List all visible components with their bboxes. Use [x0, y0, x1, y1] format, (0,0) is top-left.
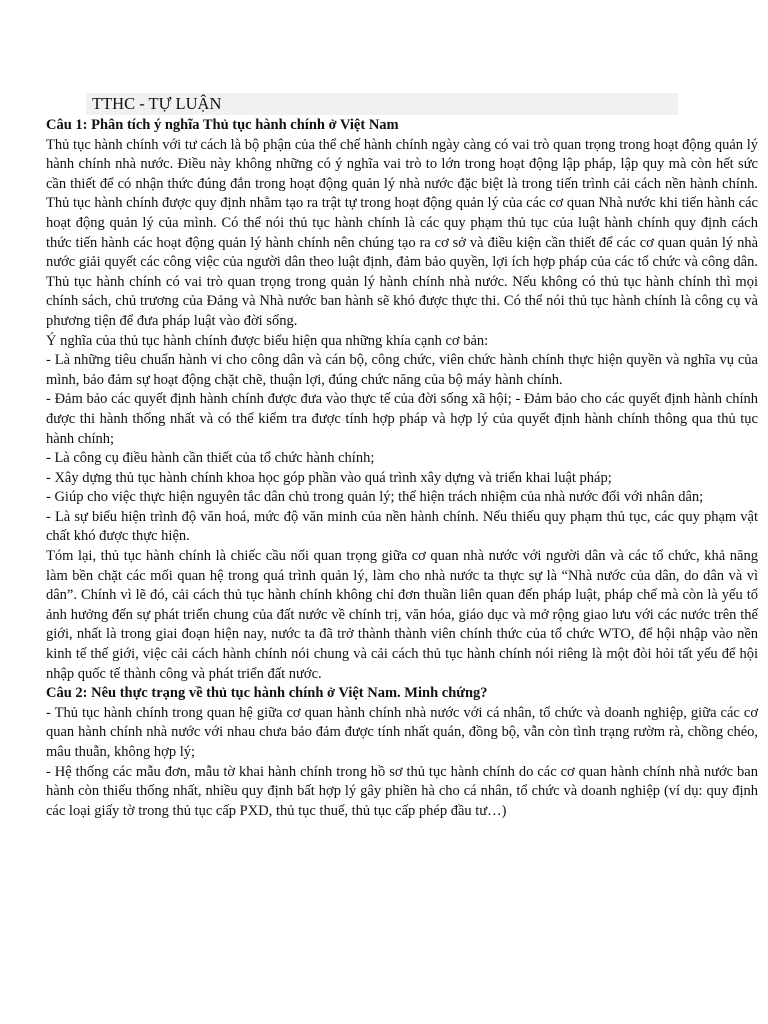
question-1-heading: Câu 1: Phân tích ý nghĩa Thủ tục hành chính ở Việt Nam [46, 117, 399, 133]
question-1-point: - Là công cụ điều hành cần thiết của tổ chức hành chính; [46, 450, 375, 467]
question-1-point: - Đảm bảo các quyết định hành chính được đưa vào thực tế của đời sống xã hội; - Đảm bảo cho các quyết định hành chính được thi hành thống nhất và có thể kiểm tra được tính hợp pháp và hợp lý của quyết định hành chính thông qua thủ tục hành chính; [46, 391, 758, 447]
question-2-point: - Hệ thống các mẫu đơn, mẫu tờ khai hành chính trong hồ sơ thủ tục hành chính do các cơ quan hành chính nhà nước ban hành còn thiếu thống nhất, nhiều quy định bất hợp lý gây phiền hà cho cá nhân, tổ chức và doanh nghiệp (ví dụ: quy định các loại giấy tờ trong thủ tục cấp PXD, thủ tục thuế, thủ tục cấp phép đầu tư…) [46, 763, 758, 819]
question-1-intro: Thủ tục hành chính với tư cách là bộ phận của thể chế hành chính ngày càng có vai trò quan trọng trong hoạt động quản lý hành chính nhà nước. Điều này không những có ý nghĩa vai trò to lớn trong hoạt động lập pháp, lập quy mà còn hết sức cần thiết để có nhận thức đúng đắn trong hoạt động quản lý nhà nước đặc biệt là trong tiến trình cải cách nền hành chính. Thủ tục hành chính được quy định nhằm tạo ra trật tự trong hoạt động quản lý của các cơ quan Nhà nước khi tiến hành các hoạt động quản lý của mình. Có thể nói thủ tục hành chính là các quy phạm thủ tục của luật hành chính quy định cách thức tiến hành các hoạt động quản lý hành chính nên chúng tạo ra cơ sở và điều kiện cần thiết để các cơ quan quản lý nhà nước giải quyết các công việc của người dân theo luật định, đảm bảo quyền, lợi ích hợp pháp của các tổ chức và công dân. Thủ tục hành chính có vai trò quan trọng trong quản lý hành chính nhà nước. Nếu không có thủ tục hành chính thì mọi chính sách, chủ trương của Đảng và Nhà nước ban hành sẽ khó được thực thi. Có thể nói thủ tục hành chính là công cụ và phương tiện để đưa pháp luật vào đời sống. [46, 136, 758, 329]
document-title: TTHC - TỰ LUẬN [92, 94, 222, 113]
question-1-lead: Ý nghĩa của thủ tục hành chính được biểu hiện qua những khía cạnh cơ bản: [46, 332, 489, 349]
question-1-point: - Là những tiêu chuẩn hành vi cho công dân và cán bộ, công chức, viên chức hành chính thực hiện quyền và nghĩa vụ của mình, bảo đảm sự hoạt động chặt chẽ, thuận lợi, đúng chức năng của bộ máy hành chính. [46, 352, 758, 388]
question-2-point: - Thủ tục hành chính trong quan hệ giữa cơ quan hành chính nhà nước với cá nhân, tổ chức và doanh nghiệp, giữa các cơ quan hành chính nhà nước với nhau chưa bảo đảm được tính nhất quán, đồng bộ, vẫn còn tình trạng rườm rà, chồng chéo, mâu thuẫn, không hợp lý; [46, 704, 758, 760]
document-body [46, 116, 758, 821]
question-1-point: - Là sự biểu hiện trình độ văn hoá, mức độ văn minh của nền hành chính. Nếu thiếu quy phạm thủ tục, các quy phạm vật chất khó được thực hiện. [46, 508, 758, 545]
question-1-conclusion: Tóm lại, thủ tục hành chính là chiếc cầu nối quan trọng giữa cơ quan nhà nước với người dân và các tổ chức, khả năng làm bền chặt các mối quan hệ trong quá trình quản lý, làm cho nhà nước ta thực sự là “Nhà nước của dân, do dân và vì dân”. Chính vì lẽ đó, cải cách thủ tục hành chính không chỉ đơn thuần liên quan đến pháp luật, pháp chế mà còn là yếu tố ảnh hưởng đến sự phát triển chung của đất nước về chính trị, văn hóa, giáo dục và mở rộng giao lưu với các nước trên thế giới, nhất là trong giai đoạn hiện nay, nước ta đã trở thành thành viên chính thức của tổ chức WTO, để hội nhập vào nền kinh tế thế giới, việc cải cách hành chính nói chung và cải cách thủ tục hành chính nói riêng là một đòi hỏi tất yếu để hội nhập quốc tế thành công và phát triển đất nước. [46, 548, 758, 682]
question-1-point: - Giúp cho việc thực hiện nguyên tắc dân chủ trong quản lý; thể hiện trách nhiệm của nhà nước đối với nhân dân; [46, 489, 704, 506]
question-2-heading: Câu 2: Nêu thực trạng về thủ tục hành chính ở Việt Nam. Minh chứng? [46, 685, 488, 702]
question-1-point: - Xây dựng thủ tục hành chính khoa học góp phần vào quá trình xây dựng và triển khai luật pháp; [46, 469, 612, 486]
